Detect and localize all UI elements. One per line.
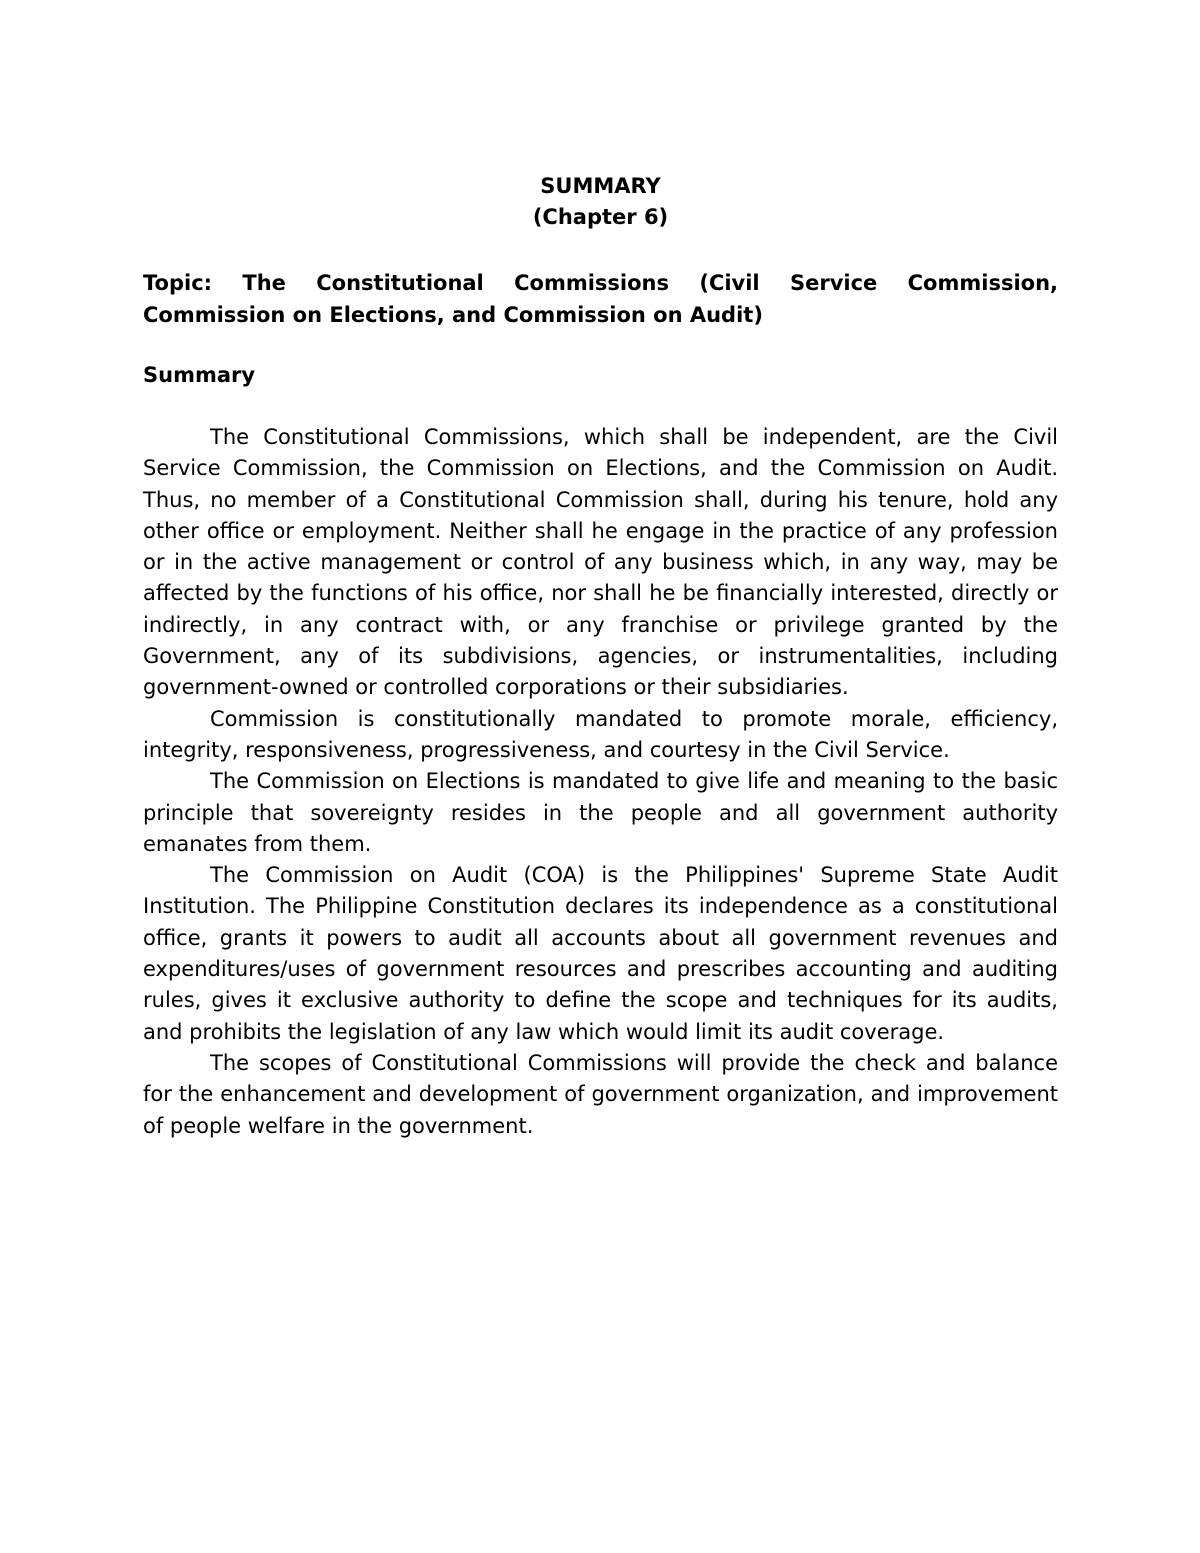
document-title: SUMMARY: [540, 174, 661, 198]
paragraph: The Commission on Elections is mandated to give life and meaning to the basic principle that sovereignty resides in the people and all government authority emanates from them.: [143, 769, 1058, 856]
paragraph: The Commission on Audit (COA) is the Philippines' Supreme State Audit Institution. The Philippine Constitution declares its independence as a constitutional office, grants it powers to audit all accounts about all government revenues and expenditures/uses of government resources and prescribes accounting and auditing rules, gives it exclusive authority to define the scope and techniques for its audits, and prohibits the legislation of any law which would limit its audit coverage.: [143, 863, 1058, 1044]
paragraph: The Constitutional Commissions, which shall be independent, are the Civil Service Commission, the Commission on Elections, and the Commission on Audit. Thus, no member of a Constitutional Commission shall, during his tenure, hold any other office or employment. Neither shall he engage in the practice of any profession or in the active management or control of any business which, in any way, may be affected by the functions of his office, nor shall he be financially interested, directly or indirectly, in any contract with, or any franchise or privilege granted by the Government, any of its subdivisions, agencies, or instrumentalities, including government-owned or controlled corporations or their subsidiaries.: [143, 425, 1058, 700]
topic-heading: Topic: The Constitutional Commissions (Civil Service Commission, Commission on Elections, and Commission on Audit): [143, 271, 1058, 327]
document-page: [143, 171, 1058, 1142]
summary-body: [143, 422, 1058, 1142]
paragraph: The scopes of Constitutional Commissions will provide the check and balance for the enhancement and development of government organization, and improvement of people welfare in the government.: [143, 1050, 1058, 1138]
section-heading: Summary: [143, 363, 256, 387]
paragraph: Commission is constitutionally mandated to promote morale, efficiency, integrity, responsiveness, progressiveness, and courtesy in the Civil Service.: [143, 706, 1058, 762]
document-subtitle: (Chapter 6): [532, 205, 669, 229]
